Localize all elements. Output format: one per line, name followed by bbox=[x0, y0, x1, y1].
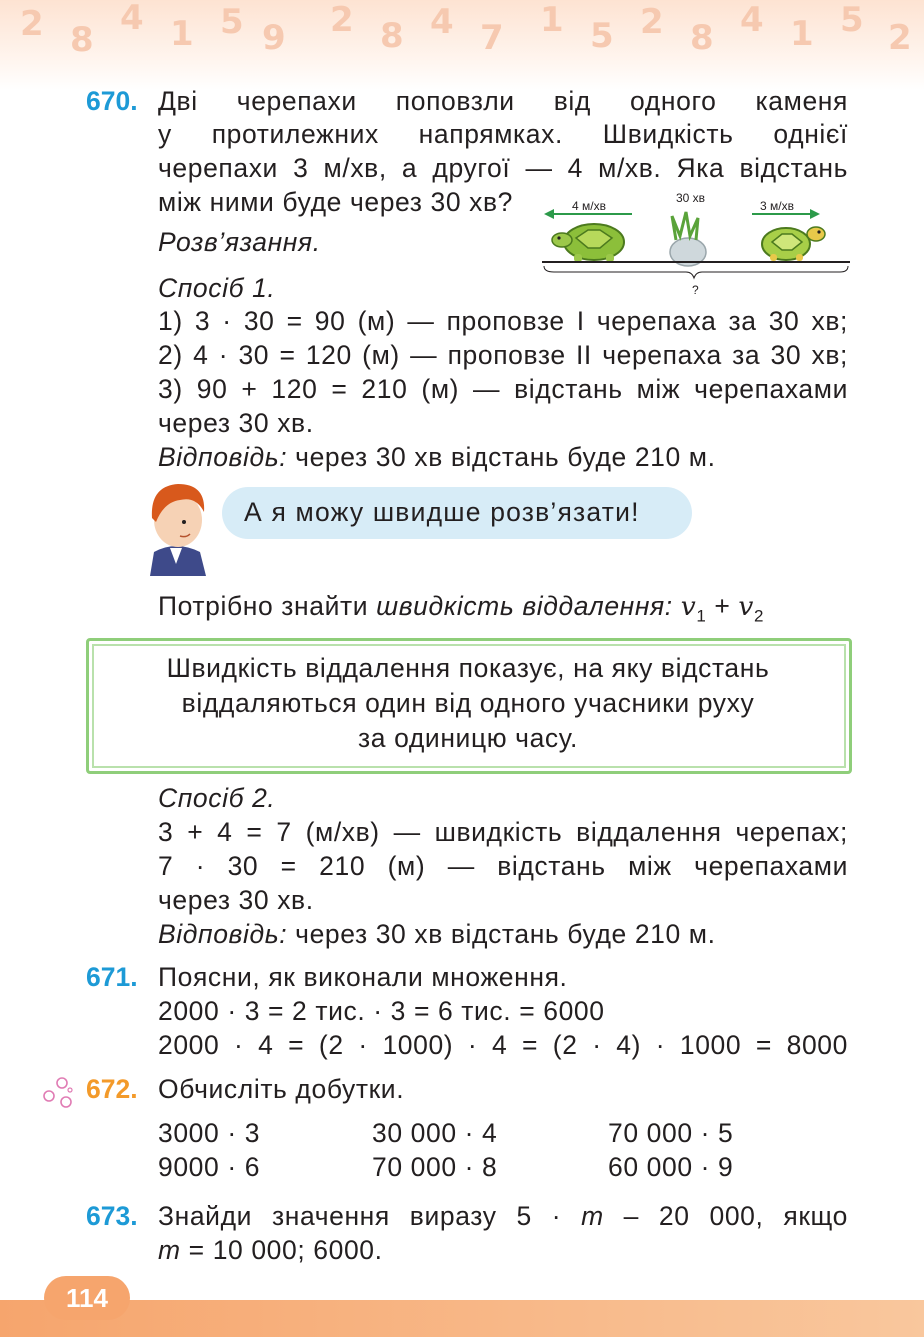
p672-title: Обчисліть добутки. bbox=[158, 1074, 405, 1104]
p673-line-1 bbox=[158, 1199, 848, 1233]
header-decoration: 2 8 4 1 5 9 2 8 4 7 1 5 2 8 4 1 5 2 bbox=[0, 0, 924, 90]
v1-symbol: v bbox=[680, 591, 697, 622]
p670-line-2: у протилежних напрямках. Швидкість однієї bbox=[158, 119, 848, 149]
turtle-diagram bbox=[540, 186, 852, 298]
p671-line-2: 2000 · 3 = 2 тис. · 3 = 6 тис. = 6000 bbox=[158, 996, 605, 1026]
p673-var-m: m bbox=[581, 1201, 604, 1231]
method2-step-2-cont: через 30 хв. bbox=[158, 885, 314, 915]
method1-step-3: 3) 90 + 120 = 210 (м) — відстань між черепахами bbox=[158, 374, 848, 404]
p672-r1-c1: 3000 · 3 bbox=[158, 1118, 261, 1148]
method1-step-2: 2) 4 · 30 = 120 (м) — проповзе ІІ черепаха за 30 хв; bbox=[158, 340, 848, 370]
problem-number-673: 673. bbox=[86, 1201, 138, 1231]
need-italic: швидкість віддалення: bbox=[376, 591, 673, 621]
problem-number-672: 672. bbox=[86, 1074, 138, 1104]
left-arrow-head bbox=[544, 209, 554, 219]
p673-line-1-end: – 20 000, якщо bbox=[603, 1201, 848, 1231]
p671-line-1: Поясни, як виконали множення. bbox=[158, 962, 568, 992]
v2-subscript: 2 bbox=[753, 606, 765, 626]
p670-line-1: Дві черепахи поповзли від одного каменя bbox=[158, 86, 848, 116]
answer-2 bbox=[158, 917, 716, 951]
right-turtle-image bbox=[762, 227, 825, 261]
p673-line-1-start: Знайди значення виразу 5 · bbox=[158, 1201, 582, 1231]
v2-symbol: v bbox=[738, 591, 754, 622]
method2-step-2: 7 · 30 = 210 (м) — відстань між черепахами bbox=[158, 851, 848, 881]
method1-step-3-cont: через 30 хв. bbox=[158, 408, 314, 438]
speed-formula-line bbox=[158, 589, 764, 633]
right-speed-label: 3 м/хв bbox=[760, 199, 794, 213]
footer-band bbox=[0, 1300, 924, 1337]
method2-step-1: 3 + 4 = 7 (м/хв) — швидкість віддалення черепах; bbox=[158, 817, 848, 847]
plus-sign: + bbox=[706, 591, 739, 621]
stone-image bbox=[670, 212, 706, 266]
distance-question: ? bbox=[692, 283, 699, 297]
method2-label: Спосіб 2. bbox=[158, 783, 276, 813]
left-turtle-image bbox=[552, 224, 624, 262]
problem-number-671: 671. bbox=[86, 962, 138, 992]
p673-line-2 bbox=[158, 1233, 383, 1267]
p672-r1-c2: 30 000 · 4 bbox=[372, 1118, 498, 1148]
rule-line-1: Швидкість віддалення показує, на яку відстань bbox=[166, 653, 770, 683]
p673-line-2-var: m bbox=[158, 1235, 181, 1265]
speech-bubble-text: А я можу швидше розв’язати! bbox=[244, 497, 640, 527]
boy-illustration bbox=[140, 478, 214, 578]
time-label: 30 хв bbox=[676, 191, 706, 205]
method1-label: Спосіб 1. bbox=[158, 273, 276, 303]
p670-line-4: між ними буде через 30 хв? bbox=[158, 187, 514, 217]
method1-step-1: 1) 3 · 30 = 90 (м) — проповзе І черепаха за 30 хв; bbox=[158, 306, 848, 336]
p672-r2-c3: 60 000 · 9 bbox=[608, 1152, 734, 1182]
problem-number-670: 670. bbox=[86, 86, 138, 116]
p672-r2-c2: 70 000 · 8 bbox=[372, 1152, 498, 1182]
answer-1-label: Відповідь: bbox=[158, 442, 288, 472]
page-number: 114 bbox=[44, 1276, 130, 1320]
need-text: Потрібно знайти bbox=[158, 591, 377, 621]
p673-line-2-rest: = 10 000; 6000. bbox=[180, 1235, 383, 1265]
right-arrow-head bbox=[810, 209, 820, 219]
answer-1 bbox=[158, 440, 716, 474]
answer-2-label: Відповідь: bbox=[158, 919, 288, 949]
distance-brace bbox=[544, 266, 848, 278]
left-speed-label: 4 м/хв bbox=[572, 199, 606, 213]
pair-work-icon bbox=[40, 1076, 76, 1112]
p672-r1-c3: 70 000 · 5 bbox=[608, 1118, 734, 1148]
p671-line-3: 2000 · 4 = (2 · 1000) · 4 = (2 · 4) · 1000 = 8000 bbox=[158, 1030, 848, 1060]
rule-line-3: за одиницю часу. bbox=[358, 723, 578, 753]
answer-1-text: через 30 хв відстань буде 210 м. bbox=[287, 442, 716, 472]
p670-line-3: черепахи 3 м/хв, а другої — 4 м/хв. Яка відстань bbox=[158, 153, 848, 183]
solution-label: Розв’язання. bbox=[158, 227, 321, 257]
v1-subscript: 1 bbox=[696, 606, 707, 626]
answer-2-text: через 30 хв відстань буде 210 м. bbox=[287, 919, 716, 949]
p672-r2-c1: 9000 · 6 bbox=[158, 1152, 261, 1182]
rule-line-2: віддаляються один від одного учасники руху bbox=[181, 688, 755, 718]
